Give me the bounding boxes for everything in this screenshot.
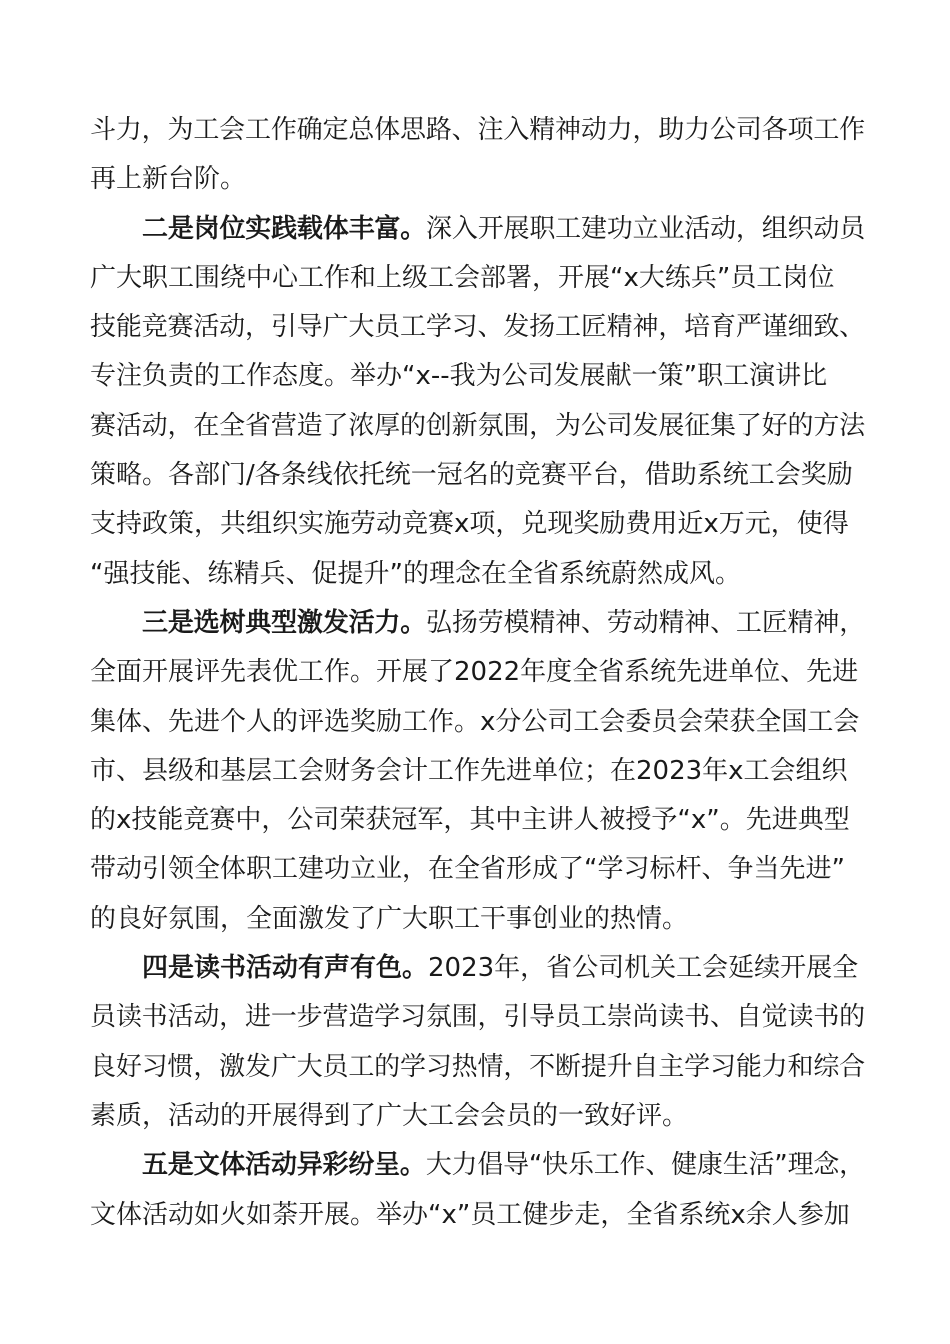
text-line: 策略。各部门/各条线依托统一冠名的竞赛平台，借助系统工会奖励 <box>90 460 853 491</box>
paragraph-heading: 五是文体活动异彩纷呈。 <box>142 1150 426 1181</box>
text-line: 广大职工围绕中心工作和上级工会部署，开展“x大练兵”员工岗位 <box>90 262 835 293</box>
text-line: 全面开展评先表优工作。开展了2022年度全省系统先进单位、先进 <box>90 657 859 688</box>
paragraph-text: 深入开展职工建功立业活动，组织动员 <box>426 213 866 244</box>
text-line: 带动引领全体职工建功立业，在全省形成了“学习标杆、争当先进” <box>90 854 845 885</box>
paragraph-text: 2023年，省公司机关工会延续开展全 <box>428 953 859 984</box>
text-line: 专注负责的工作态度。举办“x--我为公司发展献一策”职工演讲比 <box>90 361 828 392</box>
paragraph-first-line <box>90 944 865 993</box>
text-line: 素质，活动的开展得到了广大工会会员的一致好评。 <box>90 1100 689 1131</box>
paragraph-heading: 四是读书活动有声有色。 <box>142 953 429 984</box>
paragraph-heading: 二是岗位实践载体丰富。 <box>142 213 427 244</box>
paragraph-first-line <box>90 1141 865 1190</box>
text-line: 市、县级和基层工会财务会计工作先进单位；在2023年x工会组织 <box>90 755 848 786</box>
paragraph-heading: 三是选树典型激发活力。 <box>142 607 427 638</box>
text-line: 再上新台阶。 <box>90 164 247 195</box>
text-line: 员读书活动，进一步营造学习氛围，引导员工崇尚读书、自觉读书的 <box>90 1002 866 1033</box>
text-line: 的良好氛围，全面激发了广大职工干事创业的热情。 <box>90 903 689 934</box>
text-line: 斗力，为工会工作确定总体思路、注入精神动力，助力公司各项工作 <box>90 115 866 145</box>
text-line: 支持政策，共组织实施劳动竞赛x项，兑现奖励费用近x万元，使得 <box>90 509 849 540</box>
text-line: 良好习惯，激发广大员工的学习热情，不断提升自主学习能力和综合 <box>90 1051 866 1082</box>
paragraph-text: 大力倡导“快乐工作、健康生活”理念， <box>425 1150 865 1181</box>
text-line: “强技能、练精兵、促提升”的理念在全省系统蔚然成风。 <box>90 558 741 589</box>
text-line: 的x技能竞赛中，公司荣获冠军，其中主讲人被授予“x”。先进典型 <box>90 805 850 836</box>
paragraph-text: 弘扬劳模精神、劳动精神、工匠精神， <box>426 607 866 638</box>
paragraph-first-line <box>90 599 865 648</box>
paragraph-first-line <box>90 205 865 254</box>
text-line: 集体、先进个人的评选奖励工作。x分公司工会委员会荣获全国工会 <box>90 706 860 737</box>
text-line: 赛活动，在全省营造了浓厚的创新氛围，为公司发展征集了好的方法 <box>90 410 866 441</box>
text-line: 文体活动如火如荼开展。举办“x”员工健步走，全省系统x余人参加 <box>90 1199 850 1230</box>
document-body <box>90 106 865 1240</box>
text-line: 技能竞赛活动，引导广大员工学习、发扬工匠精神，培育严谨细致、 <box>90 312 866 343</box>
